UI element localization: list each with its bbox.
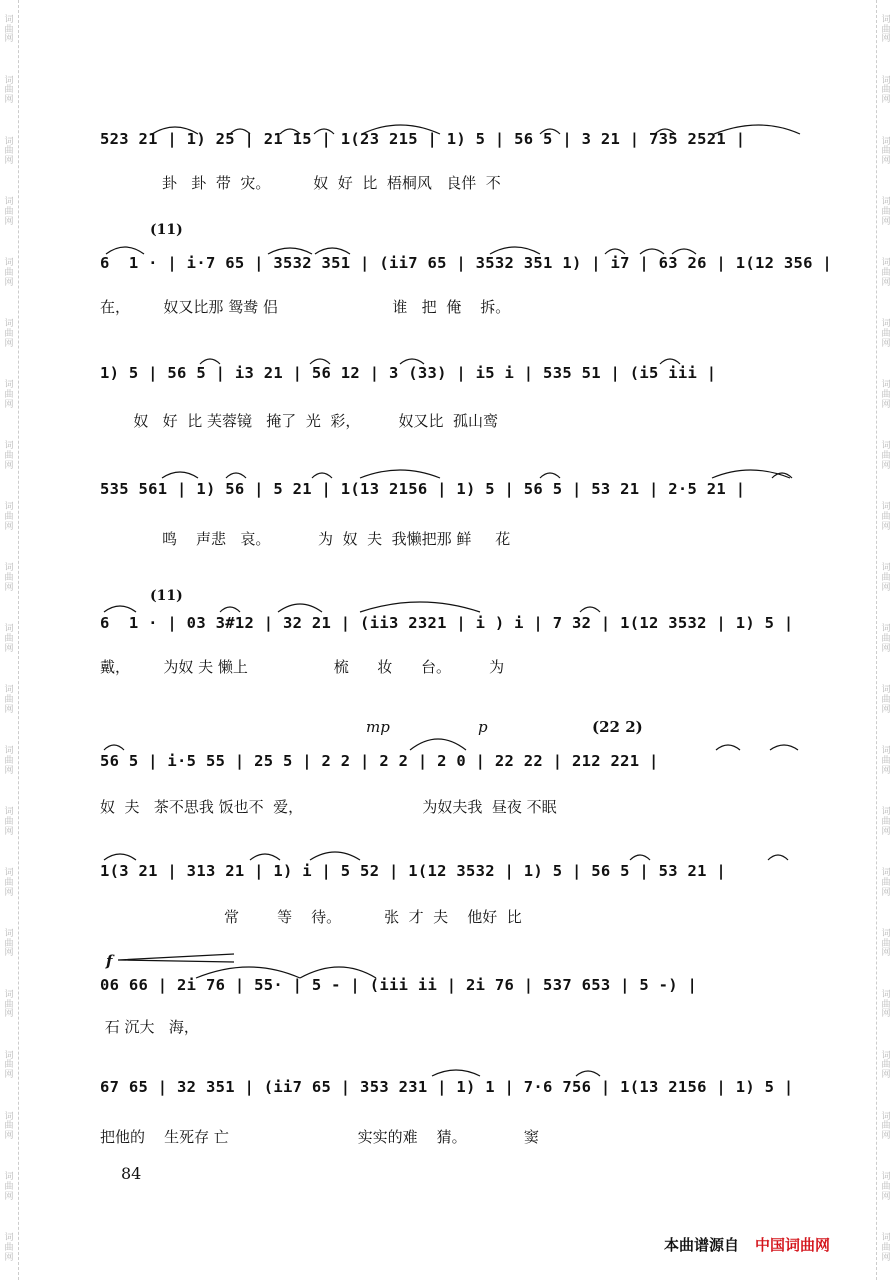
score-system-6	[100, 718, 812, 822]
lyrics-row: 奴 好 比 芙蓉镜 掩了 光 彩， 奴又比 孤山鸾	[100, 412, 499, 430]
page-number: 84	[121, 1164, 142, 1183]
notation-row: 67 65 | 32 351 | (ii7 65 | 353 231 | 1) 1 | 7·6 756 | 1(13 2156 | 1) 5 |	[100, 1078, 794, 1096]
watermark: 词 曲 网	[881, 867, 891, 898]
watermark: 词 曲 网	[4, 745, 14, 776]
watermark: 词 曲 网	[881, 197, 891, 228]
watermark: 词 曲 网	[4, 441, 14, 471]
watermark: 词 曲 网	[4, 502, 14, 532]
lyrics-row: 戴， 为奴 夫 懒上 梳 妆 台。 为	[100, 658, 505, 676]
source-label: 本曲谱源自	[664, 1236, 740, 1254]
watermark: 词 曲 网	[4, 867, 14, 898]
watermark: 词 曲 网	[881, 1111, 891, 1142]
watermark: 词 曲 网	[881, 684, 891, 715]
watermark: 词 曲 网	[4, 136, 14, 167]
notation-row: 56 5 | i·5 55 | 25 5 | 2 2 | 2 2 | 2 0 | 22 22 | 212 221 |	[100, 752, 659, 770]
watermark: 词 曲 网	[881, 75, 891, 106]
watermark: 词 曲 网	[881, 502, 891, 532]
watermark: 词 曲 网	[4, 806, 14, 837]
score-system-3	[100, 350, 812, 440]
watermark: 词 曲 网	[881, 14, 891, 45]
grace-note-group: (22 2)	[592, 718, 643, 736]
notation-row: 523 21 | 1) 25 | 21 15 | 1(23 215 | 1) 5 | 56 5 | 3 21 | 735 2521 |	[100, 130, 746, 148]
score-system-2	[100, 222, 833, 324]
watermark: 词 曲 网	[881, 136, 891, 167]
notation-row: 535 561 | 1) 56 | 5 21 | 1(13 2156 | 1) 5 | 56 5 | 53 21 | 2·5 21 |	[100, 480, 746, 498]
lyrics-row: 在， 奴又比那 鸳鸯 侣 谁 把 俺 拆。	[100, 298, 511, 316]
notation-row: 06 66 | 2i 76 | 55· | 5 - | (iii ii | 2i 76 | 537 653 | 5 -) |	[100, 976, 698, 994]
score-system-8	[100, 948, 812, 1038]
watermark: 词 曲 网	[4, 197, 14, 228]
watermark: 词 曲 网	[881, 258, 891, 289]
watermark: 词 曲 网	[881, 1233, 891, 1264]
watermark: 词 曲 网	[4, 1233, 14, 1264]
lyrics-row: 把他的 生死存 亡 实实的难 猜。 窦	[100, 1128, 539, 1146]
watermark: 词 曲 网	[881, 1172, 891, 1203]
watermark: 词 曲 网	[4, 624, 14, 654]
notation-row: 1) 5 | 56 5 | i3 21 | 56 12 | 3 (33) | i5 i | 535 51 | (i5 iii |	[100, 364, 717, 382]
watermark: 词 曲 网	[4, 14, 14, 45]
watermark: 词 曲 网	[4, 563, 14, 593]
dynamic-p: p	[478, 718, 488, 736]
watermark: 词 曲 网	[4, 928, 14, 959]
lyrics-row: 鸣 声悲 哀。 为 奴 夫 我懒把那 鲜 花	[100, 530, 511, 548]
site-link[interactable]: 中国词曲网	[755, 1236, 831, 1254]
watermark: 词 曲 网	[881, 563, 891, 593]
watermark: 词 曲 网	[881, 928, 891, 959]
source-footer	[664, 1234, 830, 1255]
watermark: 词 曲 网	[4, 1111, 14, 1142]
watermark: 词 曲 网	[4, 319, 14, 350]
dynamic-mp: mp	[366, 718, 390, 736]
right-watermark-strip	[876, 0, 895, 1280]
watermark: 词 曲 网	[881, 745, 891, 776]
measure-marker: (11)	[150, 588, 183, 604]
watermark: 词 曲 网	[881, 1050, 891, 1081]
score-system-7	[100, 846, 812, 936]
score-system-4	[100, 466, 812, 556]
dynamic-f: f	[106, 952, 113, 970]
score-system-9	[100, 1062, 812, 1152]
watermark: 词 曲 网	[881, 624, 891, 654]
watermark: 词 曲 网	[4, 989, 14, 1020]
watermark: 词 曲 网	[881, 319, 891, 350]
lyrics-row: 卦 卦 带 灾。 奴 好 比 梧桐风 良伴 不	[100, 174, 501, 192]
lyrics-row: 常 等 待。 张 才 夫 他好 比	[100, 908, 522, 926]
lyrics-row: 奴 夫 茶不思我 饭也不 爱， 为奴夫我 昼夜 不眠	[100, 798, 557, 816]
watermark: 词 曲 网	[4, 258, 14, 289]
notation-row: 6 1 · | 03 3#12 | 32 21 | (ii3 2321 | i ) i | 7 32 | 1(12 3532 | 1) 5 |	[100, 614, 794, 632]
lyrics-row: 石 沉大 海，	[100, 1018, 199, 1036]
notation-row: 1(3 21 | 313 21 | 1) i | 5 52 | 1(12 3532 | 1) 5 | 56 5 | 53 21 |	[100, 862, 727, 880]
score-system-5	[100, 588, 812, 688]
watermark: 词 曲 网	[881, 806, 891, 837]
watermark: 词 曲 网	[4, 1050, 14, 1081]
watermark: 词 曲 网	[881, 441, 891, 471]
left-watermark-strip	[0, 0, 19, 1280]
watermark: 词 曲 网	[4, 684, 14, 715]
measure-marker: (11)	[150, 222, 183, 238]
watermark: 词 曲 网	[881, 989, 891, 1020]
watermark: 词 曲 网	[4, 1172, 14, 1203]
watermark: 词 曲 网	[4, 380, 14, 411]
watermark: 词 曲 网	[4, 75, 14, 106]
score-system-1	[100, 120, 812, 220]
watermark: 词 曲 网	[881, 380, 891, 411]
notation-row: 6 1 · | i·7 65 | 3532 351 | (ii7 65 | 3532 351 1) | i7 | 63 26 | 1(12 356 |	[100, 254, 833, 272]
